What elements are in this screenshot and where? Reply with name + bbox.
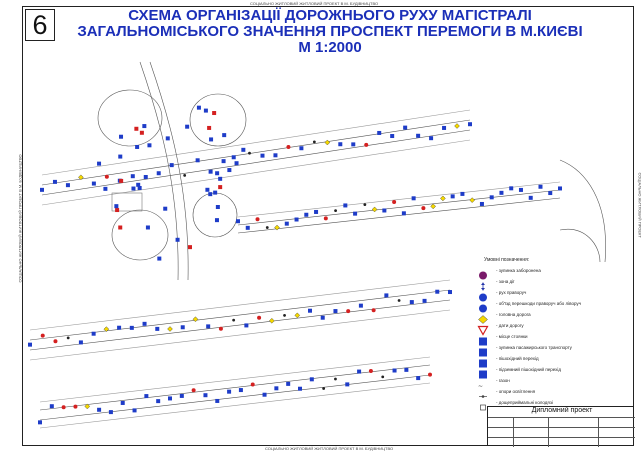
interchange-sign — [185, 125, 189, 129]
info-sign — [38, 420, 42, 424]
info-sign — [338, 142, 342, 146]
interchange-sign — [131, 187, 135, 191]
loop-ramp-nw — [98, 90, 162, 146]
info-sign — [538, 185, 542, 189]
info-sign — [227, 390, 231, 394]
light-pole — [398, 299, 401, 302]
legend-item-label: - об'їзд перешкоди праворуч або ліворуч — [496, 301, 582, 306]
road-edge-1b — [42, 130, 470, 195]
prohibitory-sign — [192, 388, 196, 392]
legend-item-label: - підземний пішохідний перехід — [496, 367, 562, 372]
legend-item-label: - зона дії — [496, 279, 515, 284]
info-sign — [79, 340, 83, 344]
legend-item-label: - газон — [496, 378, 510, 383]
info-sign — [168, 396, 172, 400]
info-sign — [412, 196, 416, 200]
info-sign — [215, 399, 219, 403]
info-sign — [519, 188, 523, 192]
info-sign — [273, 153, 277, 157]
legend-item-label: - опори освітлення — [496, 389, 536, 394]
info-sign — [181, 325, 185, 329]
info-sign — [357, 370, 361, 374]
legend-item — [478, 388, 628, 397]
info-sign — [468, 122, 472, 126]
zone-icon — [478, 278, 488, 287]
prohibitory-sign — [428, 373, 432, 377]
light-pole — [313, 141, 316, 144]
info-sign — [285, 222, 289, 226]
info-sign — [170, 163, 174, 167]
loop-ramp-se — [193, 193, 237, 237]
light-pole — [363, 203, 366, 206]
light-pole — [266, 226, 269, 229]
light-pole — [283, 314, 286, 317]
info-sign — [131, 174, 135, 178]
stamp-title: Дипломний проект — [531, 407, 593, 414]
info-sign — [377, 131, 381, 135]
info-sign — [310, 377, 314, 381]
drive-right-icon — [478, 289, 488, 298]
info-sign — [143, 322, 147, 326]
interchange-sign — [207, 126, 211, 130]
crosswalk-icon — [478, 355, 488, 364]
info-sign — [308, 309, 312, 313]
legend-title: Умовні позначення: — [484, 257, 530, 263]
info-sign — [109, 410, 113, 414]
legend-item-label: - зупинка пасажирського транспорту — [496, 345, 572, 350]
legend-item-label: - дати дорогу — [496, 323, 524, 328]
prohibitory-sign — [324, 216, 328, 220]
info-sign — [442, 126, 446, 130]
yield-icon — [478, 322, 488, 331]
interchange-sign — [176, 238, 180, 242]
interchange-sign — [119, 135, 123, 139]
legend-item — [478, 311, 628, 320]
interchange-sign — [119, 179, 123, 183]
prohibitory-sign — [53, 339, 57, 343]
info-sign — [130, 326, 134, 330]
info-sign — [382, 208, 386, 212]
info-sign — [203, 393, 207, 397]
legend-item — [478, 355, 628, 364]
svg-text:~: ~ — [478, 383, 484, 390]
info-sign — [333, 309, 337, 313]
legend — [478, 257, 626, 412]
info-sign — [351, 142, 355, 146]
legend-item — [478, 267, 628, 276]
info-sign — [209, 170, 213, 174]
info-sign — [509, 186, 513, 190]
main-road-sign — [168, 326, 173, 331]
road-edge-3b — [30, 300, 450, 350]
info-sign — [403, 126, 407, 130]
info-sign — [359, 304, 363, 308]
info-sign — [40, 188, 44, 192]
main-road-sign — [193, 317, 198, 322]
road-edge-1d — [42, 140, 470, 205]
interchange-sign — [103, 187, 107, 191]
prohibitory-sign — [286, 145, 290, 149]
info-sign — [321, 316, 325, 320]
legend-item — [478, 322, 628, 331]
interchange-sign — [134, 127, 138, 131]
info-sign — [451, 194, 455, 198]
main-road-sign — [372, 207, 377, 212]
legend-item — [478, 289, 628, 298]
prohibitory-sign — [364, 143, 368, 147]
interchange-sign — [204, 109, 208, 113]
info-sign — [222, 159, 226, 163]
interchange-sign — [142, 124, 146, 128]
main-road-sign — [275, 225, 280, 230]
prohibitory-sign — [369, 369, 373, 373]
info-sign — [244, 323, 248, 327]
info-sign — [410, 300, 414, 304]
info-sign — [393, 369, 397, 373]
title-line-3: М 1:2000 — [298, 39, 362, 56]
top-margin-text: СОЦІАЛЬНО ЖИТЛОВИЙ ЖИТЛОВИЙ ПРОЕКТ В М. БУДІВНИЦТВО — [250, 1, 379, 6]
info-sign — [206, 324, 210, 328]
interchange-sign — [188, 245, 192, 249]
info-sign — [384, 293, 388, 297]
interchange-sign — [227, 168, 231, 172]
info-sign — [416, 376, 420, 380]
light-pole — [381, 375, 384, 378]
interchange-sign — [146, 225, 150, 229]
info-sign — [260, 154, 264, 158]
legend-item — [478, 344, 628, 353]
loop-ramp-ne — [190, 94, 246, 146]
legend-item-label: - місце стоянки — [496, 334, 528, 339]
info-sign — [133, 408, 137, 412]
info-sign — [196, 158, 200, 162]
legend-item — [478, 300, 628, 309]
info-sign — [404, 368, 408, 372]
legend-item — [478, 377, 628, 390]
bottom-margin-text: СОЦІАЛЬНО ЖИТЛОВИЙ ЖИТЛОВИЙ ПРОЕКТ В М. БУДІВНИЦТВО — [265, 446, 394, 451]
main-road-icon — [478, 311, 488, 320]
info-sign — [499, 191, 503, 195]
interchange-sign — [241, 148, 245, 152]
info-sign — [144, 175, 148, 179]
info-sign — [239, 388, 243, 392]
info-sign — [480, 202, 484, 206]
road-edge-4c — [40, 357, 430, 402]
info-sign — [295, 218, 299, 222]
light-pole — [248, 152, 251, 155]
info-sign — [298, 387, 302, 391]
interchange-sign — [135, 145, 139, 149]
info-sign — [343, 203, 347, 207]
prohibitory-sign — [62, 405, 66, 409]
legend-item — [478, 366, 628, 375]
info-sign — [529, 196, 533, 200]
info-sign — [66, 183, 70, 187]
stop-prohibited-icon — [478, 267, 488, 276]
info-sign — [236, 219, 240, 223]
prohibitory-sign — [256, 217, 260, 221]
main-road-sign — [455, 123, 460, 128]
info-sign — [490, 195, 494, 199]
interchange-sign — [212, 111, 216, 115]
interchange-sign — [166, 136, 170, 140]
main-road-sign — [295, 313, 300, 318]
info-sign — [548, 191, 552, 195]
interchange-sign — [163, 207, 167, 211]
info-sign — [144, 394, 148, 398]
sheet-number: 6 — [25, 9, 55, 41]
light-pole — [232, 319, 235, 322]
info-sign — [416, 134, 420, 138]
interchange-sign — [147, 143, 151, 147]
prohibitory-sign — [372, 308, 376, 312]
interchange-sign — [208, 192, 212, 196]
info-sign — [92, 332, 96, 336]
info-sign — [304, 213, 308, 217]
main-road-sign — [470, 198, 475, 203]
left-margin-text: СОЦІАЛЬНО ЖИТЛОВИЙ ЖИТЛОВИЙ ПРОЕКТ В М. БУДІВНИЦТВО — [17, 154, 23, 283]
light-pole — [183, 174, 186, 177]
legend-item — [478, 333, 628, 342]
info-sign — [460, 192, 464, 196]
light-pole — [322, 387, 325, 390]
lawn-icon — [478, 377, 488, 390]
prohibitory-sign — [346, 309, 350, 313]
loop-ramp-sw — [112, 210, 168, 260]
info-sign — [345, 382, 349, 386]
info-sign — [117, 326, 121, 330]
crossing-road-b — [150, 62, 188, 280]
interchange-sign — [114, 204, 118, 208]
light-pole-icon — [478, 388, 488, 397]
info-sign — [353, 212, 357, 216]
detour-icon — [478, 300, 488, 309]
prohibitory-sign — [421, 206, 425, 210]
title-line-1: СХЕМА ОРГАНІЗАЦІЇ ДОРОЖНЬОГО РУХУ МАГІСТРАЛІ — [128, 7, 532, 24]
interchange-sign — [157, 257, 161, 261]
info-sign — [121, 401, 125, 405]
info-sign — [97, 408, 101, 412]
interchange-sign — [213, 191, 217, 195]
info-sign — [50, 404, 54, 408]
light-pole — [334, 209, 337, 212]
interchange-sign — [209, 137, 213, 141]
info-sign — [28, 343, 32, 347]
main-road-sign — [269, 318, 274, 323]
interchange-sign — [118, 225, 122, 229]
info-sign — [286, 382, 290, 386]
info-sign — [448, 290, 452, 294]
info-sign — [299, 146, 303, 150]
interchange-sign — [232, 155, 236, 159]
bus-stop-icon — [478, 344, 488, 353]
road-edge-4d — [40, 383, 430, 428]
legend-item — [478, 278, 628, 287]
info-sign — [390, 134, 394, 138]
prohibitory-sign — [41, 334, 45, 338]
info-sign — [246, 226, 250, 230]
info-sign — [402, 211, 406, 215]
info-sign — [435, 290, 439, 294]
info-sign — [92, 182, 96, 186]
info-sign — [263, 393, 267, 397]
info-sign — [235, 161, 239, 165]
crossing-road-a — [140, 62, 178, 280]
interchange-sign — [222, 133, 226, 137]
interchange-sign — [215, 171, 219, 175]
legend-item-label: - рух праворуч — [496, 290, 527, 295]
road-edge-2a — [238, 190, 560, 225]
info-sign — [558, 186, 562, 190]
main-road-sign — [440, 196, 445, 201]
legend-item-label: - пішохідний перехід — [496, 356, 539, 361]
underpass-icon — [478, 366, 488, 375]
road-edge-1c — [42, 110, 470, 175]
interchange-sign — [140, 131, 144, 135]
road-edge-4b — [40, 375, 430, 420]
interchange-sign — [216, 205, 220, 209]
legend-item-label: - дощеприймальні колодязі — [496, 400, 553, 405]
prohibitory-sign — [73, 405, 77, 409]
main-road-sign — [325, 140, 330, 145]
title-line-2: ЗАГАЛЬНОМІСЬКОГО ЗНАЧЕННЯ ПРОСПЕКТ ПЕРЕМОГИ В М.КИЄВІ — [77, 23, 583, 40]
right-margin-text: СОЦІАЛЬНО ЖИТЛОВИЙ ПРОЕКТ — [637, 172, 643, 238]
info-sign — [157, 171, 161, 175]
interchange-sign — [218, 177, 222, 181]
prohibitory-sign — [257, 316, 261, 320]
parking-icon — [478, 333, 488, 342]
info-sign — [180, 394, 184, 398]
main-road-sign — [431, 204, 436, 209]
road-edge-3c — [30, 280, 450, 330]
prohibitory-sign — [392, 200, 396, 204]
road-edge-2b — [238, 198, 560, 233]
interchange-sign — [215, 218, 219, 222]
light-pole — [334, 378, 337, 381]
interchange-sign — [218, 185, 222, 189]
info-sign — [423, 299, 427, 303]
light-pole — [67, 336, 70, 339]
prohibitory-sign — [105, 175, 109, 179]
info-sign — [429, 136, 433, 140]
interchange-sign — [138, 186, 142, 190]
interchange-sign — [205, 188, 209, 192]
interchange-sign — [97, 162, 101, 166]
info-sign — [155, 327, 159, 331]
info-sign — [314, 210, 318, 214]
interchange-sign — [118, 155, 122, 159]
prohibitory-sign — [219, 327, 223, 331]
info-sign — [53, 180, 57, 184]
info-sign — [156, 399, 160, 403]
interchange-sign — [197, 106, 201, 110]
legend-item-label: - зупинка заборонена — [496, 268, 541, 273]
info-sign — [274, 386, 278, 390]
ramp-2a — [560, 160, 606, 262]
legend-item-label: - головна дорога — [496, 312, 531, 317]
interchange-sign — [115, 208, 119, 212]
prohibitory-sign — [251, 382, 255, 386]
